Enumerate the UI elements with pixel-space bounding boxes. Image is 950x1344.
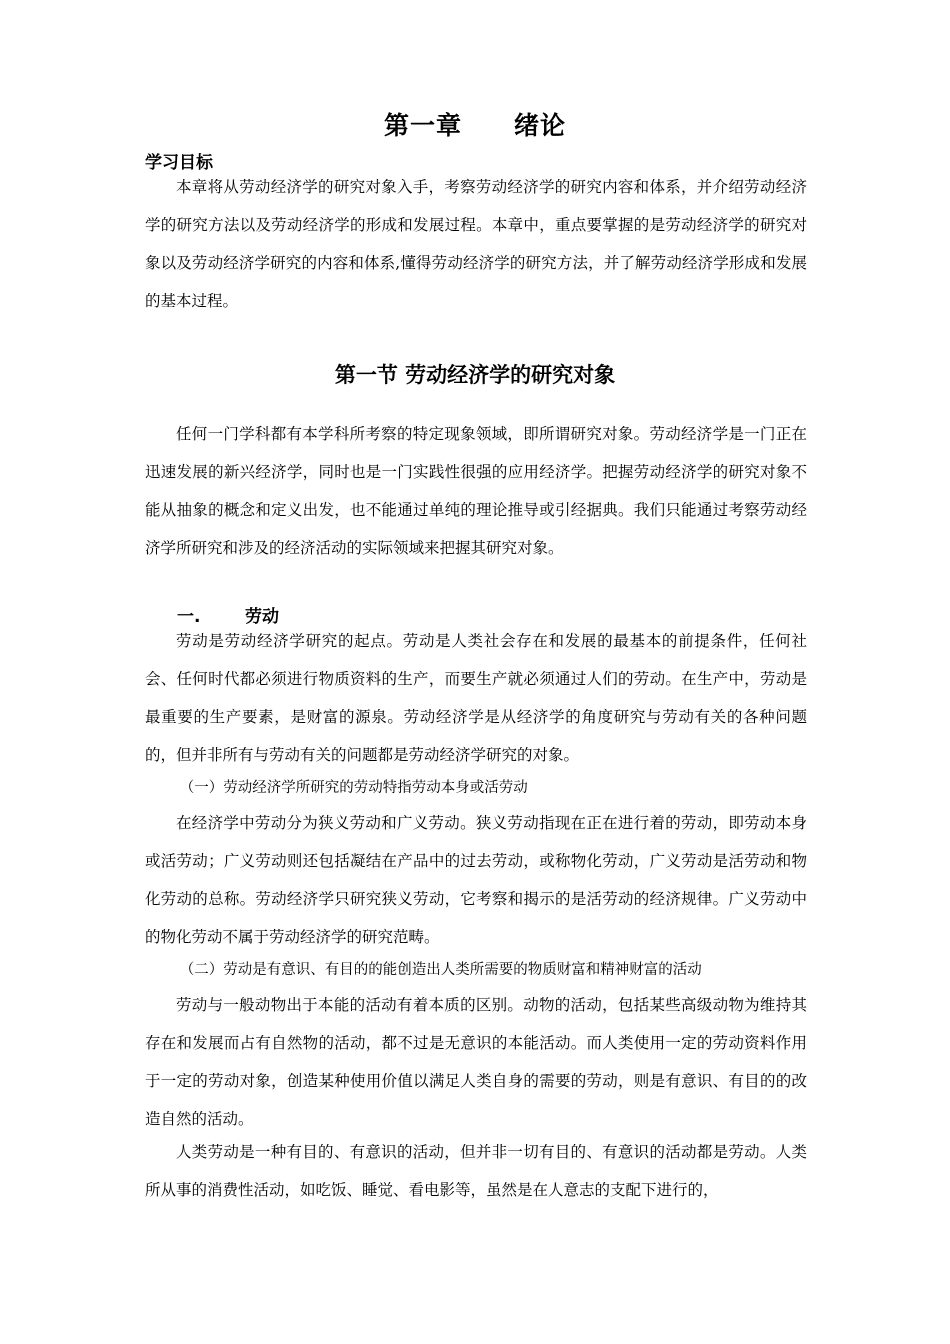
subheading-1: （一）劳动经济学所研究的劳动特指劳动本身或活劳动 xyxy=(179,780,528,796)
part-heading-number: 一. xyxy=(177,607,201,627)
part-paragraph-1: 劳动是劳动经济学研究的起点。劳动是人类社会存在和发展的最基本的前提条件，任何社会、任何时代都必须进行物质资料的生产，而要生产就必须通过人们的劳动。在生产中，劳动是最重要的生产要素，是财富的源泉。劳动经济学是从经济学的角度研究与劳动有关的各种问题的，但并非所有与劳动有关的问题都是劳动经济学研究的对象。 xyxy=(145,632,807,764)
part-heading-text: 劳动 xyxy=(245,607,279,627)
chapter-title: 第一章 绪论 xyxy=(383,111,566,140)
part-paragraph-3: 劳动与一般动物出于本能的活动有着本质的区别。动物的活动，包括某些高级动物为维持其存在和发展而占有自然物的活动，都不过是无意识的本能活动。而人类使用一定的劳动资料作用于一定的劳动对象，创造某种使用价值以满足人类自身的需要的劳动，则是有意识、有目的的改造自然的活动。 xyxy=(145,996,807,1128)
section-intro-paragraph: 任何一门学科都有本学科所考察的特定现象领域，即所谓研究对象。劳动经济学是一门正在迅速发展的新兴经济学，同时也是一门实践性很强的应用经济学。把握劳动经济学的研究对象不能从抽象的概念和定义出发，也不能通过单纯的理论推导或引经据典。我们只能通过考察劳动经济学所研究和涉及的经济活动的实际领域来把握其研究对象。 xyxy=(145,425,807,557)
section-title: 第一节 劳动经济学的研究对象 xyxy=(334,363,616,387)
subheading-2: （二）劳动是有意识、有目的的能创造出人类所需要的物质财富和精神财富的活动 xyxy=(179,962,702,978)
objectives-heading: 学习目标 xyxy=(145,153,213,173)
objectives-paragraph: 本章将从劳动经济学的研究对象入手，考察劳动经济学的研究内容和体系，并介绍劳动经济学的研究方法以及劳动经济学的形成和发展过程。本章中，重点要掌握的是劳动经济学的研究对象以及劳动经济学研究的内容和体系,懂得劳动经济学的研究方法，并了解劳动经济学形成和发展的基本过程。 xyxy=(145,178,807,310)
part-paragraph-2: 在经济学中劳动分为狭义劳动和广义劳动。狭义劳动指现在正在进行着的劳动，即劳动本身或活劳动；广义劳动则还包括凝结在产品中的过去劳动，或称物化劳动，广义劳动是活劳动和物化劳动的总称。劳动经济学只研究狭义劳动，它考察和揭示的是活劳动的经济规律。广义劳动中的物化劳动不属于劳动经济学的研究范畴。 xyxy=(145,814,807,946)
part-paragraph-4: 人类劳动是一种有目的、有意识的活动，但并非一切有目的、有意识的活动都是劳动。人类所从事的消费性活动，如吃饭、睡觉、看电影等，虽然是在人意志的支配下进行的， xyxy=(145,1143,807,1199)
